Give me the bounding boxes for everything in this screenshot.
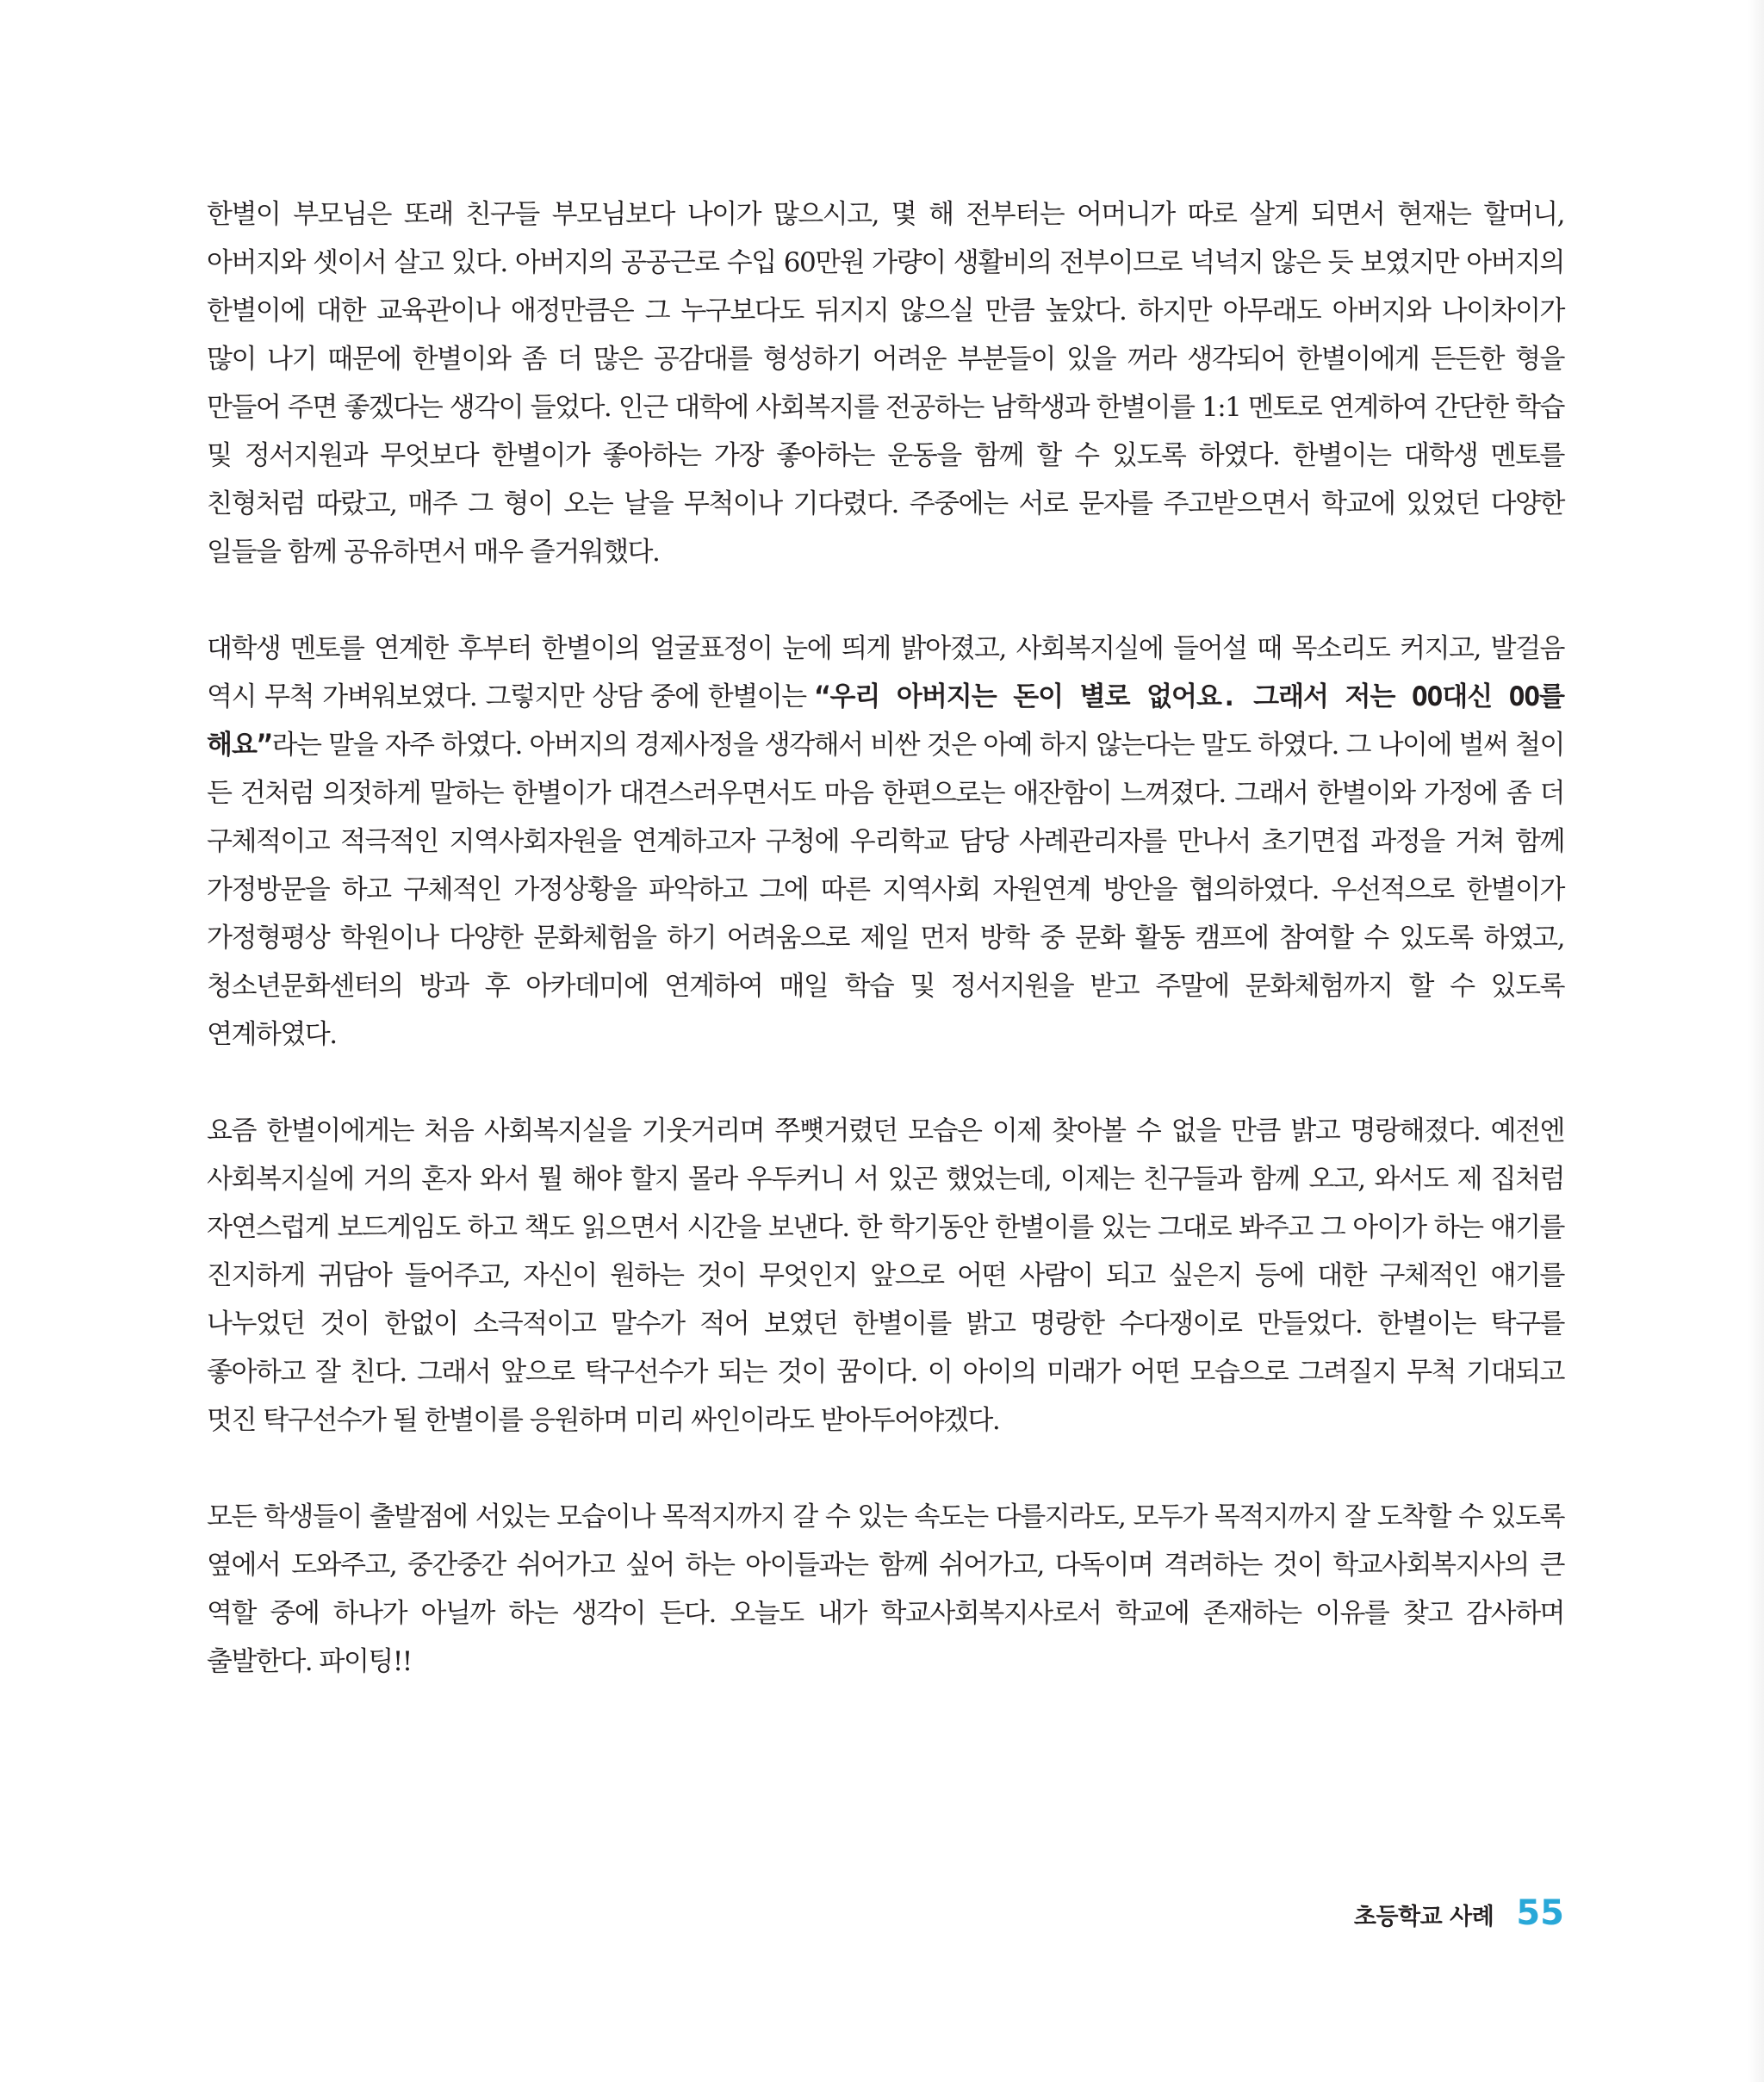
page-edge-shade <box>1566 0 1764 2082</box>
page-number: 55 <box>1516 1893 1564 1933</box>
paragraph-2-text-start: 대학생 멘토를 연계한 후부터 한별이의 얼굴표정이 눈에 띄게 밝아졌고, 사회복지실에 들어설 때 목소리도 커지고, 발걸음 역시 무척 가벼워보였다. 그렇지만 상담 중에 한별이는 <box>207 633 1564 712</box>
page-footer <box>1354 1893 1564 1933</box>
section-label: 초등학교 사례 <box>1353 1904 1494 1930</box>
paragraph-3 <box>207 1107 1564 1445</box>
handwritten-quote: “우리 아버지는 돈이 별로 없어요. 그래서 저는 OO대신 OO를 해요” <box>207 681 1564 761</box>
paragraph-2-text-end: 라는 말을 자주 하였다. 아버지의 경제사정을 생각해서 비싼 것은 아예 하지 않는다는 말도 하였다. 그 나이에 벌써 철이 든 건처럼 의젓하게 말하는 한별이가 대견스러우면서도 마음 한편으로는 애잔함이 느껴졌다. 그래서 한별이와 가정에 좀 더 구체적이고 적극적인 지역사회자원을 연계하고자 구청에 우리학교 담당 사례관리자를 만나서 초기면접 과정을 거쳐 함께 가정방문을 하고 구체적인 가정상황을 파악하고 그에 따른 지역사회 자원연계 방안을 협의하였다. 우선적으로 한별이가 가정형평상 학원이나 다양한 문화체험을 하기 어려움으로 제일 먼저 방학 중 문화 활동 캠프에 참여할 수 있도록 하였고, 청소년문화센터의 방과 후 아카데미에 연계하여 매일 학습 및 정서지원을 받고 주말에 문화체험까지 할 수 있도록 연계하였다. <box>207 730 1564 1050</box>
paragraph-2 <box>207 625 1564 1059</box>
paragraph-1 <box>207 190 1564 576</box>
body-text <box>207 190 1564 1734</box>
paragraph-1-text: 한별이 부모님은 또래 친구들 부모님보다 나이가 많으시고, 몇 해 전부터는 어머니가 따로 살게 되면서 현재는 할머니, 아버지와 셋이서 살고 있다. 아버지의 공공근로 수입 60만원 가량이 생활비의 전부이므로 넉넉지 않은 듯 보였지만 아버지의 한별이에 대한 교육관이나 애정만큼은 그 누구보다도 뒤지지 않으실 만큼 높았다. 하지만 아무래도 아버지와 나이차이가 많이 나기 때문에 한별이와 좀 더 많은 공감대를 형성하기 어려운 부분들이 있을 꺼라 생각되어 한별이에게 든든한 형을 만들어 주면 좋겠다는 생각이 들었다. 인근 대학에 사회복지를 전공하는 남학생과 한별이를 1:1 멘토로 연계하여 간단한 학습 및 정서지원과 무엇보다 한별이가 좋아하는 가장 좋아하는 운동을 함께 할 수 있도록 하였다. 한별이는 대학생 멘토를 친형처럼 따랐고, 매주 그 형이 오는 날을 무척이나 기다렸다. 주중에는 서로 문자를 주고받으면서 학교에 있었던 다양한 일들을 함께 공유하면서 매우 즐거워했다. <box>207 199 1564 568</box>
paragraph-4-text: 모든 학생들이 출발점에 서있는 모습이나 목적지까지 갈 수 있는 속도는 다를지라도, 모두가 목적지까지 잘 도착할 수 있도록 옆에서 도와주고, 중간중간 쉬어가고 싶어 하는 아이들과는 함께 쉬어가고, 다독이며 격려하는 것이 학교사회복지사의 큰 역할 중에 하나가 아닐까 하는 생각이 든다. 오늘도 내가 학교사회복지사로서 학교에 존재하는 이유를 찾고 감사하며 출발한다. 파이팅!! <box>207 1501 1564 1677</box>
paragraph-4 <box>207 1493 1564 1686</box>
paragraph-3-text: 요즘 한별이에게는 처음 사회복지실을 기웃거리며 쭈뼛거렸던 모습은 이제 찾아볼 수 없을 만큼 밝고 명랑해졌다. 예전엔 사회복지실에 거의 혼자 와서 뭘 해야 할지 몰라 우두커니 서 있곤 했었는데, 이제는 친구들과 함께 오고, 와서도 제 집처럼 자연스럽게 보드게임도 하고 책도 읽으면서 시간을 보낸다. 한 학기동안 한별이를 있는 그대로 봐주고 그 아이가 하는 얘기를 진지하게 귀담아 들어주고, 자신이 원하는 것이 무엇인지 앞으로 어떤 사람이 되고 싶은지 등에 대한 구체적인 얘기를 나누었던 것이 한없이 소극적이고 말수가 적어 보였던 한별이를 밝고 명랑한 수다쟁이로 만들었다. 한별이는 탁구를 좋아하고 잘 친다. 그래서 앞으로 탁구선수가 되는 것이 꿈이다. 이 아이의 미래가 어떤 모습으로 그려질지 무척 기대되고 멋진 탁구선수가 될 한별이를 응원하며 미리 싸인이라도 받아두어야겠다. <box>207 1116 1564 1436</box>
